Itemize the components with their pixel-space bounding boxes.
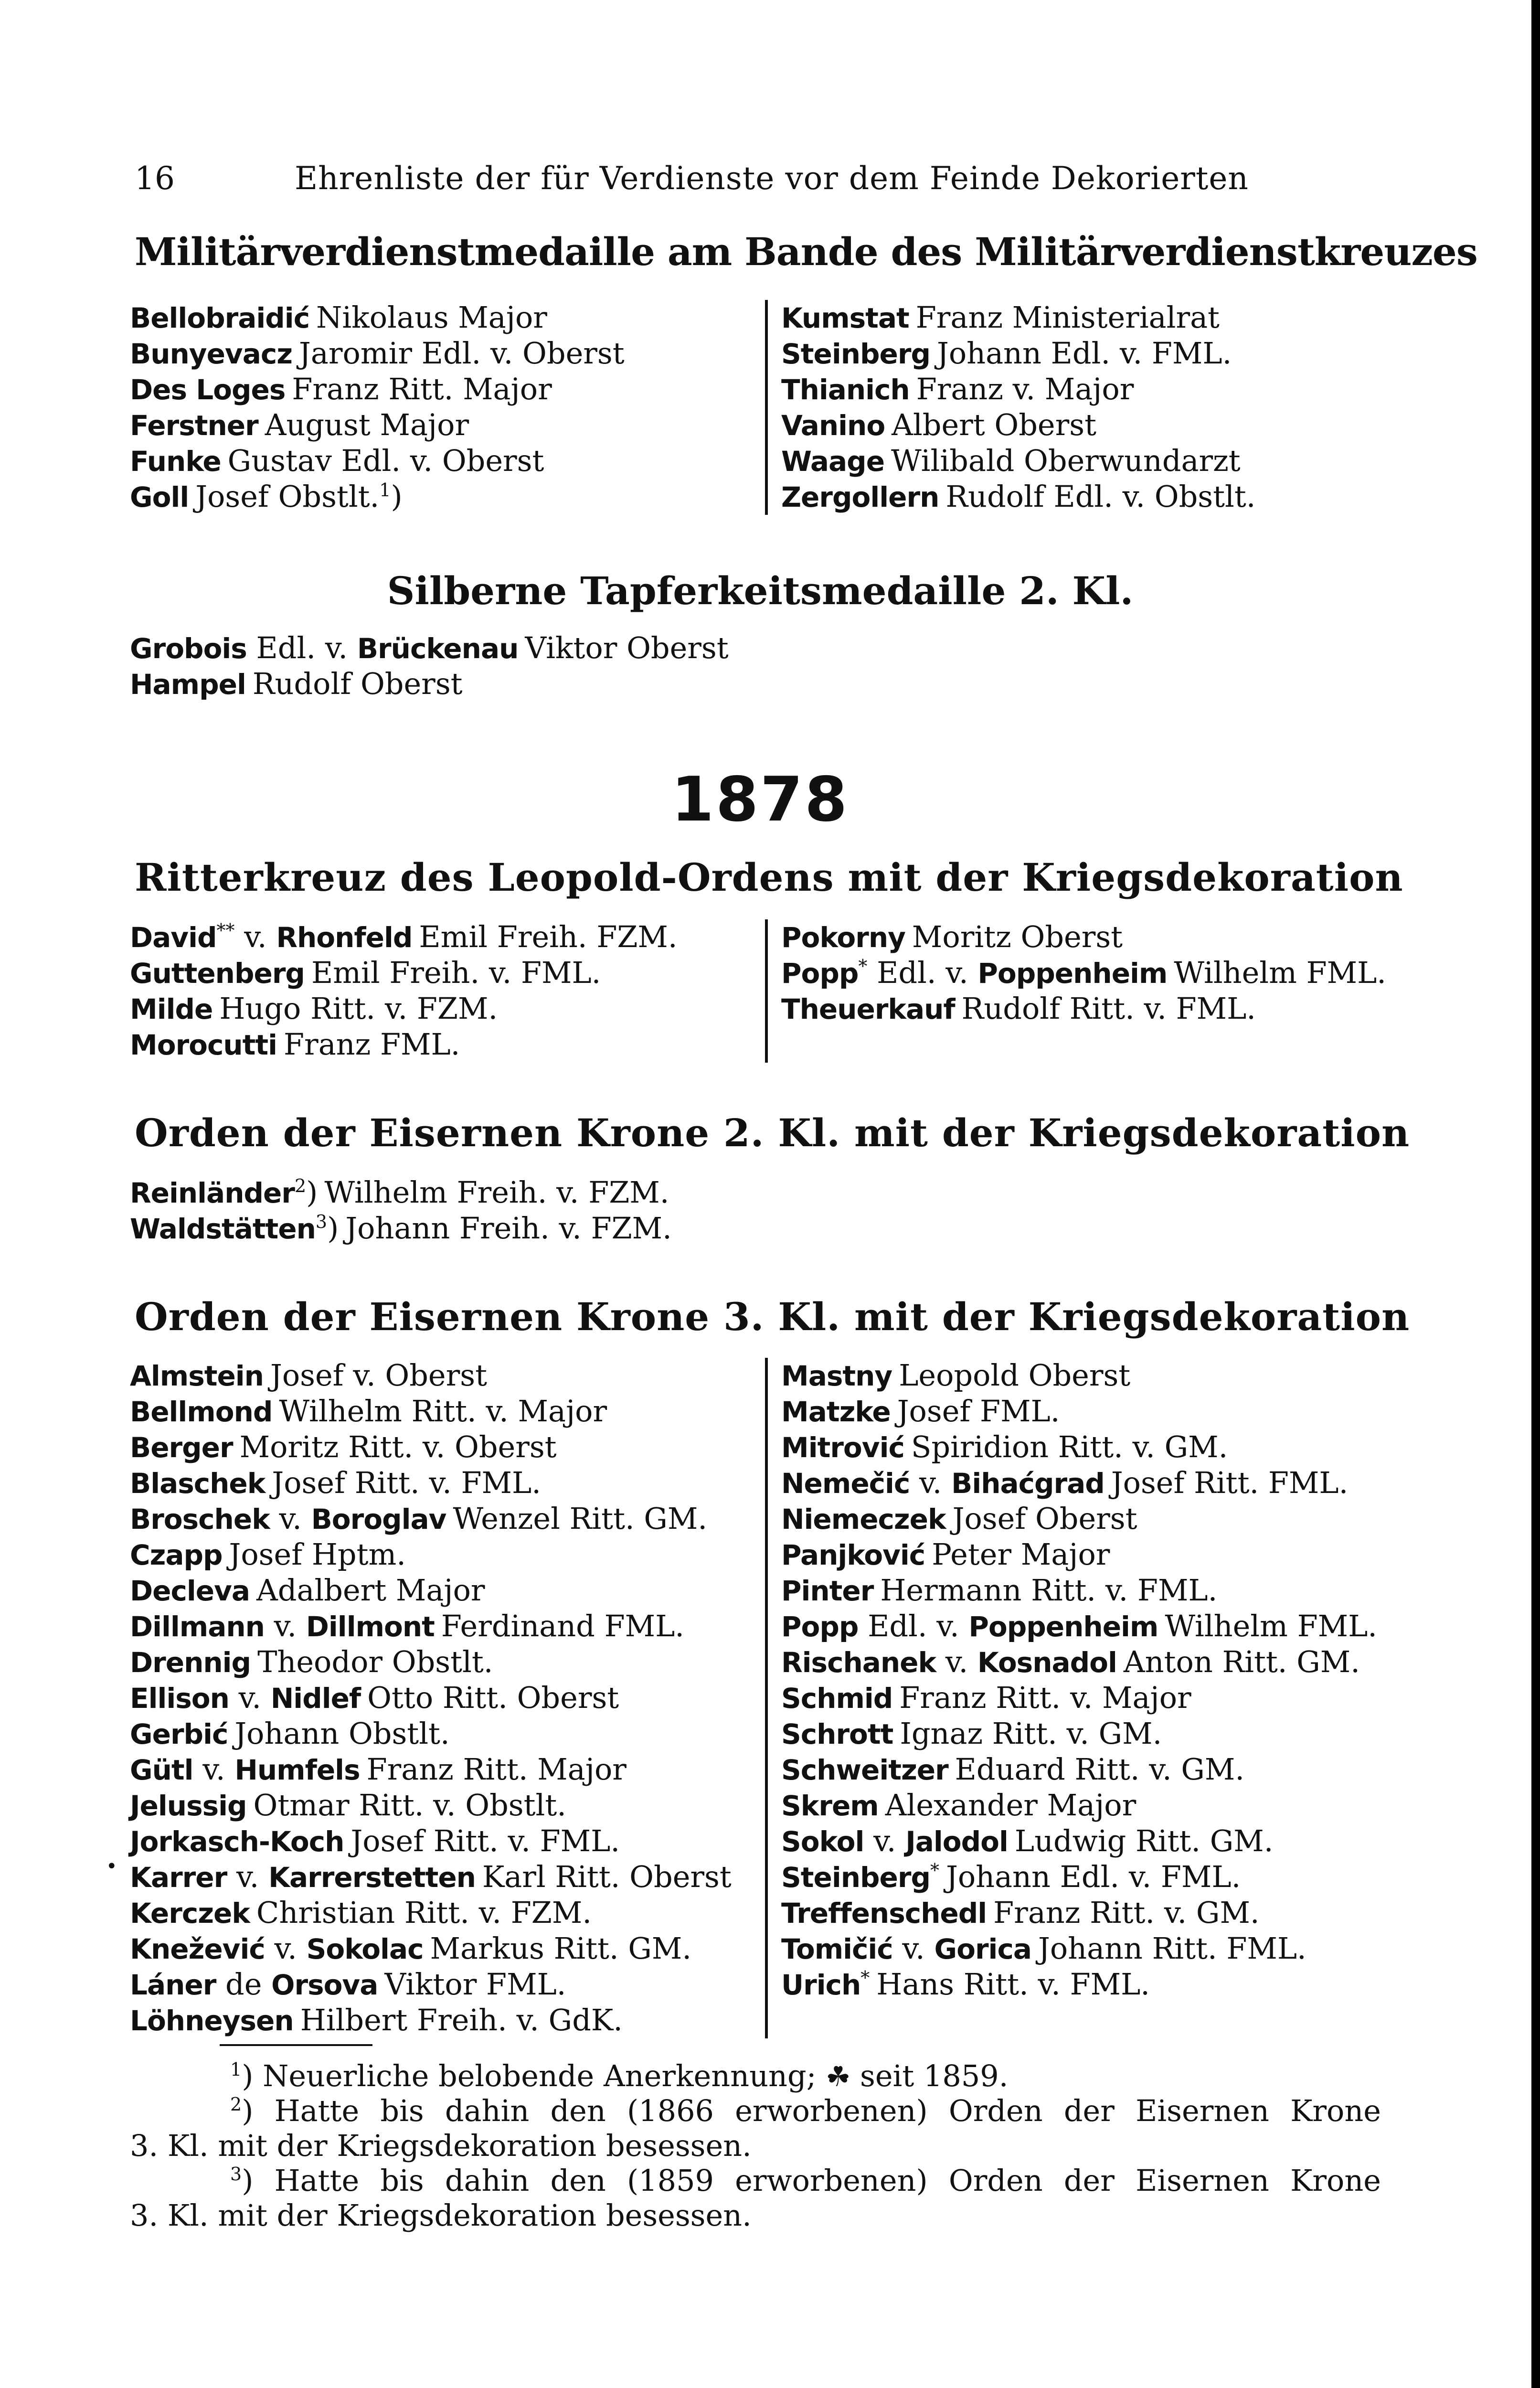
entry-particle: v. [919,1465,942,1500]
entry-detail: Karl Ritt. Oberst [482,1859,732,1894]
list-entry [781,1895,1377,1931]
entry-detail: Wilhelm Ritt. v. Major [279,1394,607,1429]
entry-name: Hampel [130,668,246,701]
list-entry [130,1609,755,1644]
entry-particle: v. [244,919,267,954]
entry-name: Pokorny [781,921,905,954]
list-entry [781,336,1255,372]
left-column [130,300,768,515]
entry-detail: Johann Edl. v. FML. [945,1859,1241,1894]
footnote-1 [130,2058,1381,2094]
section-title-leopold-order: Ritterkreuz des Leopold-Ordens mit der Kriegsdekoration [135,855,1403,900]
entry-detail: Hans Ritt. v. FML. [876,1967,1150,2002]
entry-name: Schweitzer [781,1754,948,1786]
section-1-columns [130,300,1400,515]
entry-name-suffix: Poppenheim [977,957,1168,990]
entry-name: Ferstner [130,409,258,442]
entry-particle: v. [279,1501,302,1536]
list-entry [781,1931,1377,1967]
entry-name: Brückenau [357,632,519,665]
entry-detail: August Major [265,407,469,442]
entry-name-suffix: Sokolac [306,1933,424,1965]
list-entry [130,1465,755,1501]
list-entry [130,666,729,702]
entry-name-suffix: Gorica [934,1933,1031,1965]
entry-detail: Hugo Ritt. v. FZM. [219,991,498,1026]
entry-name: Decleva [130,1575,250,1607]
list-entry [130,1211,672,1247]
entry-name: Sokol [781,1825,864,1858]
entry-detail: Franz Ritt. Major [366,1752,627,1787]
list-entry [781,919,1386,955]
entry-detail: Wilhelm Freih. v. FZM. [324,1175,669,1210]
entry-detail: Leopold Oberst [899,1358,1131,1393]
entry-name: Tomičić [781,1933,893,1965]
list-entry [130,1501,755,1537]
entry-name-suffix: Poppenheim [968,1610,1158,1643]
entry-detail: Josef Ritt. v. FML. [350,1823,620,1858]
entry-name: Drennig [130,1646,251,1679]
entry-note-mark: 1 [379,480,391,501]
entry-detail: Ignaz Ritt. v. GM. [900,1716,1162,1751]
list-entry [781,443,1255,479]
list-entry [130,1429,755,1465]
entry-name-suffix: Karrerstetten [268,1861,476,1894]
footnote-3 [130,2163,1381,2233]
entry-detail: Wilhelm FML. [1165,1609,1378,1643]
entry-detail: Rudolf Ritt. v. FML. [961,991,1256,1026]
entry-detail: Johann Obstlt. [234,1716,450,1751]
entry-particle: v. [236,1859,259,1894]
entry-detail: Franz v. Major [916,372,1134,406]
entry-name: Kumstat [781,302,909,334]
footnote-2-line2: 3. Kl. mit der Kriegsdekoration besessen. [130,2128,752,2163]
list-entry [130,1967,755,2003]
entry-name: Schrott [781,1718,893,1750]
section-title-military-merit-medal: Militärverdienstmedaille am Bande des Militärverdienstkreuzes [135,229,1477,274]
entry-name: Bellmond [130,1396,273,1428]
entry-detail: Josef Obstlt. [195,479,380,514]
entry-name: Gütl [130,1754,193,1786]
entry-detail: Franz Ritt. v. GM. [993,1895,1260,1930]
entry-detail: Josef Ritt. FML. [1111,1465,1349,1500]
entry-name: Urich [781,1969,861,2001]
list-entry [130,1823,755,1859]
left-column [130,919,768,1063]
entry-name-suffix: Rhonfeld [276,921,413,954]
entry-detail: Albert Oberst [892,407,1096,442]
entry-name: Guttenberg [130,957,305,990]
list-entry [781,1358,1377,1394]
entry-name: Láner [130,1969,216,2001]
entry-name: Jelussig [130,1790,247,1822]
entry-note-mark: * [860,1967,870,1988]
entry-detail: Josef FML. [897,1394,1060,1429]
entry-name: Czapp [130,1539,223,1571]
entry-detail: Viktor FML. [384,1967,566,2002]
footnote-2-line1: Hatte bis dahin den (1866 erworbenen) Orden der Eisernen Krone [274,2093,1381,2128]
entry-note-mark: 3 [315,1211,328,1232]
list-entry [130,1175,672,1211]
list-entry [130,919,755,955]
entry-detail: Eduard Ritt. v. GM. [955,1752,1245,1787]
entry-name: Blaschek [130,1467,266,1500]
entry-detail: Moritz Oberst [912,919,1123,954]
entry-particle: v. [274,1931,297,1966]
list-entry [781,1752,1377,1788]
footnote-3-mark: 3 [230,2164,242,2185]
entry-detail: Wilibald Oberwundarzt [891,443,1241,478]
section-4-list [130,1175,672,1247]
entry-detail: Johann Edl. v. FML. [936,336,1232,371]
entry-name: Dillmann [130,1610,265,1643]
entry-detail: Ludwig Ritt. GM. [1014,1823,1274,1858]
entry-detail: Wenzel Ritt. GM. [453,1501,708,1536]
year-heading: 1878 [671,764,850,835]
entry-particle: v. [945,1644,968,1679]
entry-name: Nemečić [781,1467,910,1500]
entry-name: Des Loges [130,373,286,406]
entry-detail: Rudolf Oberst [252,666,463,701]
entry-detail: Christian Ritt. v. FZM. [256,1895,592,1930]
entry-detail: Markus Ritt. GM. [430,1931,692,1966]
list-entry [130,1358,755,1394]
entry-name: Bunyevacz [130,338,293,370]
list-entry [781,372,1255,407]
list-entry [130,1644,755,1680]
entry-detail: Emil Freih. FZM. [419,919,678,954]
entry-detail: Ferdinand FML. [441,1609,684,1643]
list-entry [130,2003,755,2038]
page-header [135,160,1314,197]
list-entry [130,1716,755,1752]
list-entry [781,1573,1377,1609]
entry-detail: Josef Ritt. v. FML. [272,1465,541,1500]
stray-dot: • [106,1855,117,1877]
list-entry [130,372,755,407]
right-column [768,300,1255,515]
entry-name: Morocutti [130,1029,277,1061]
entry-detail: Jaromir Edl. v. Oberst [299,336,625,371]
entry-name: Mastny [781,1360,892,1392]
list-entry [781,1716,1377,1752]
entry-detail: Johann Freih. v. FZM. [345,1211,672,1246]
section-2-list [130,630,729,702]
entry-detail: Josef v. Oberst [270,1358,487,1393]
entry-detail: Viktor Oberst [525,630,729,665]
footnote-1-text: Neuerliche belobende Anerkennung; [263,2058,817,2093]
list-entry [781,407,1255,443]
entry-name: Vanino [781,409,885,442]
footnote-3-line2: 3. Kl. mit der Kriegsdekoration besessen. [130,2198,752,2233]
list-entry [130,630,729,666]
entry-name: Funke [130,445,221,478]
entry-detail: Wilhelm FML. [1174,955,1387,990]
entry-name: Steinberg [781,338,930,370]
entry-name: Skrem [781,1790,879,1822]
list-entry [130,300,755,336]
entry-detail: Josef Oberst [952,1501,1137,1536]
running-title: Ehrenliste der für Verdienste vor dem Feinde Dekorierten [295,160,1249,197]
entry-detail: Otto Ritt. Oberst [367,1680,619,1715]
entry-name: Rischanek [781,1646,936,1679]
list-entry [781,1680,1377,1716]
list-entry [781,1859,1377,1895]
entry-name: Goll [130,481,189,513]
entry-name: Zergollern [781,481,939,513]
list-entry [130,443,755,479]
list-entry [130,1859,755,1895]
right-column [768,1358,1377,2038]
entry-name: Ellison [130,1682,229,1715]
list-entry [781,1609,1377,1644]
list-entry [130,1027,755,1063]
entry-name-suffix: Boroglav [311,1503,446,1535]
entry-particle: Edl. v. [877,955,968,990]
list-entry [130,407,755,443]
entry-detail: Hermann Ritt. v. FML. [880,1573,1218,1608]
entry-particle: v. [274,1609,297,1643]
list-entry [130,1895,755,1931]
list-entry [781,1967,1377,2003]
entry-name: Broschek [130,1503,270,1535]
entry-name: Popp [781,957,859,990]
list-entry [781,1537,1377,1573]
list-entry [130,1788,755,1823]
entry-name: Panjković [781,1539,925,1571]
list-entry [130,336,755,372]
footnote-3-line1: Hatte bis dahin den (1859 erworbenen) Orden der Eisernen Krone [274,2163,1381,2198]
list-entry [781,1394,1377,1429]
entry-name: Treffenschedl [781,1897,987,1930]
entry-particle: v. [873,1823,896,1858]
oakleaf-icon: ☘ [826,2060,851,2093]
entry-paren: ) [327,1211,339,1246]
entry-detail: Josef Hptm. [229,1537,406,1572]
entry-paren: ) [306,1175,318,1210]
entry-note-mark: 2 [294,1175,307,1196]
list-entry [130,1537,755,1573]
entry-detail: Peter Major [932,1537,1110,1572]
list-entry [781,1465,1377,1501]
footnote-2-mark: 2 [230,2094,242,2115]
footnote-1-paren: ) [242,2058,254,2093]
list-entry [130,1394,755,1429]
entry-particle: Edl. v. [868,1609,959,1643]
entry-name: Kerczek [130,1897,250,1930]
entry-particle: Edl. v. [256,630,348,665]
entry-name-suffix: Bihaćgrad [951,1467,1105,1500]
entry-detail: Anton Ritt. GM. [1123,1644,1360,1679]
right-column [768,919,1386,1063]
entry-name: Pinter [781,1575,874,1607]
entry-particle: de [225,1967,262,2002]
entry-name: Karrer [130,1861,227,1894]
footnote-2 [130,2093,1381,2163]
entry-note-mark: * [858,956,868,977]
entry-name-suffix: Jalodol [905,1825,1008,1858]
entry-detail: Spiridion Ritt. v. GM. [911,1429,1228,1464]
list-entry [130,1931,755,1967]
entry-particle: v. [902,1931,925,1966]
entry-name: Berger [130,1431,233,1464]
entry-paren: ) [391,479,403,514]
entry-name: Matzke [781,1396,891,1428]
section-5-columns [130,1358,1400,2038]
entry-name: Popp [781,1610,859,1643]
list-entry [781,479,1255,515]
entry-name-suffix: Kosnadol [977,1646,1117,1679]
entry-detail: Franz FML. [284,1027,460,1062]
entry-detail: Adalbert Major [256,1573,485,1608]
entry-name: Almstein [130,1360,264,1392]
entry-name: Bellobraidić [130,302,310,334]
entry-note-mark: * [930,1860,939,1881]
entry-particle: v. [202,1752,225,1787]
entry-detail: Gustav Edl. v. Oberst [227,443,544,478]
list-entry [130,1752,755,1788]
entry-detail: Franz Ritt. v. Major [899,1680,1191,1715]
entry-name: Milde [130,993,213,1025]
entry-name: Jorkasch-Koch [130,1825,344,1858]
footnote-rule [220,2044,372,2046]
entry-name: Gerbić [130,1718,228,1750]
list-entry [781,1644,1377,1680]
entry-name: Reinländer [130,1177,295,1209]
section-title-iron-crown-3rd: Orden der Eisernen Krone 3. Kl. mit der Kriegsdekoration [135,1294,1410,1339]
entry-name: Schmid [781,1682,893,1715]
footnote-3-paren: ) [242,2163,254,2198]
list-entry [130,1680,755,1716]
entry-detail: Nikolaus Major [316,300,547,335]
entry-name: Waldstätten [130,1213,316,1245]
list-entry [781,300,1255,336]
list-entry [781,1823,1377,1859]
list-entry [781,991,1386,1027]
list-entry [130,955,755,991]
entry-name: Thianich [781,373,910,406]
footnote-1-mark: 1 [230,2059,242,2080]
list-entry [781,1429,1377,1465]
entry-detail: Theodor Obstlt. [257,1644,493,1679]
entry-name-suffix: Dillmont [306,1610,435,1643]
list-entry [130,479,755,515]
left-column [130,1358,768,2038]
entry-detail: Emil Freih. v. FML. [311,955,601,990]
list-entry [130,991,755,1027]
section-title-iron-crown-2nd: Orden der Eisernen Krone 2. Kl. mit der Kriegsdekoration [135,1110,1410,1155]
entry-detail: Johann Ritt. FML. [1038,1931,1306,1966]
entry-particle: v. [238,1680,262,1715]
entry-name: Steinberg [781,1861,930,1894]
entry-detail: Moritz Ritt. v. Oberst [239,1429,557,1464]
entry-name-suffix: Nidlef [270,1682,361,1715]
list-entry [781,955,1386,991]
entry-name: Mitrović [781,1431,904,1464]
entry-detail: Franz Ritt. Major [292,372,552,406]
section-title-silver-bravery-medal: Silberne Tapferkeitsmedaille 2. Kl. [387,568,1134,613]
entry-name-suffix: Orsova [271,1969,378,2001]
page-number: 16 [135,160,175,197]
section-3-columns [130,919,1400,1063]
list-entry [130,1573,755,1609]
entry-name: Theuerkauf [781,993,955,1025]
entry-detail: Franz Ministerialrat [915,300,1220,335]
list-entry [781,1501,1377,1537]
entry-name: Waage [781,445,885,478]
entry-detail: Hilbert Freih. v. GdK. [300,2003,623,2037]
entry-name: Löhneysen [130,2004,294,2037]
entry-name: Niemeczek [781,1503,946,1535]
entry-detail: Rudolf Edl. v. Obstlt. [945,479,1256,514]
entry-detail: Otmar Ritt. v. Obstlt. [253,1788,566,1823]
entry-name: Grobois [130,632,247,665]
entry-name: Knežević [130,1933,265,1965]
list-entry [781,1788,1377,1823]
entry-name: David [130,921,217,954]
entry-detail: Alexander Major [885,1788,1136,1823]
footnote-2-paren: ) [242,2093,254,2128]
entry-name-suffix: Humfels [234,1754,360,1786]
entry-note-mark: ** [216,920,235,941]
footnote-1-text2: seit 1859. [860,2058,1009,2093]
